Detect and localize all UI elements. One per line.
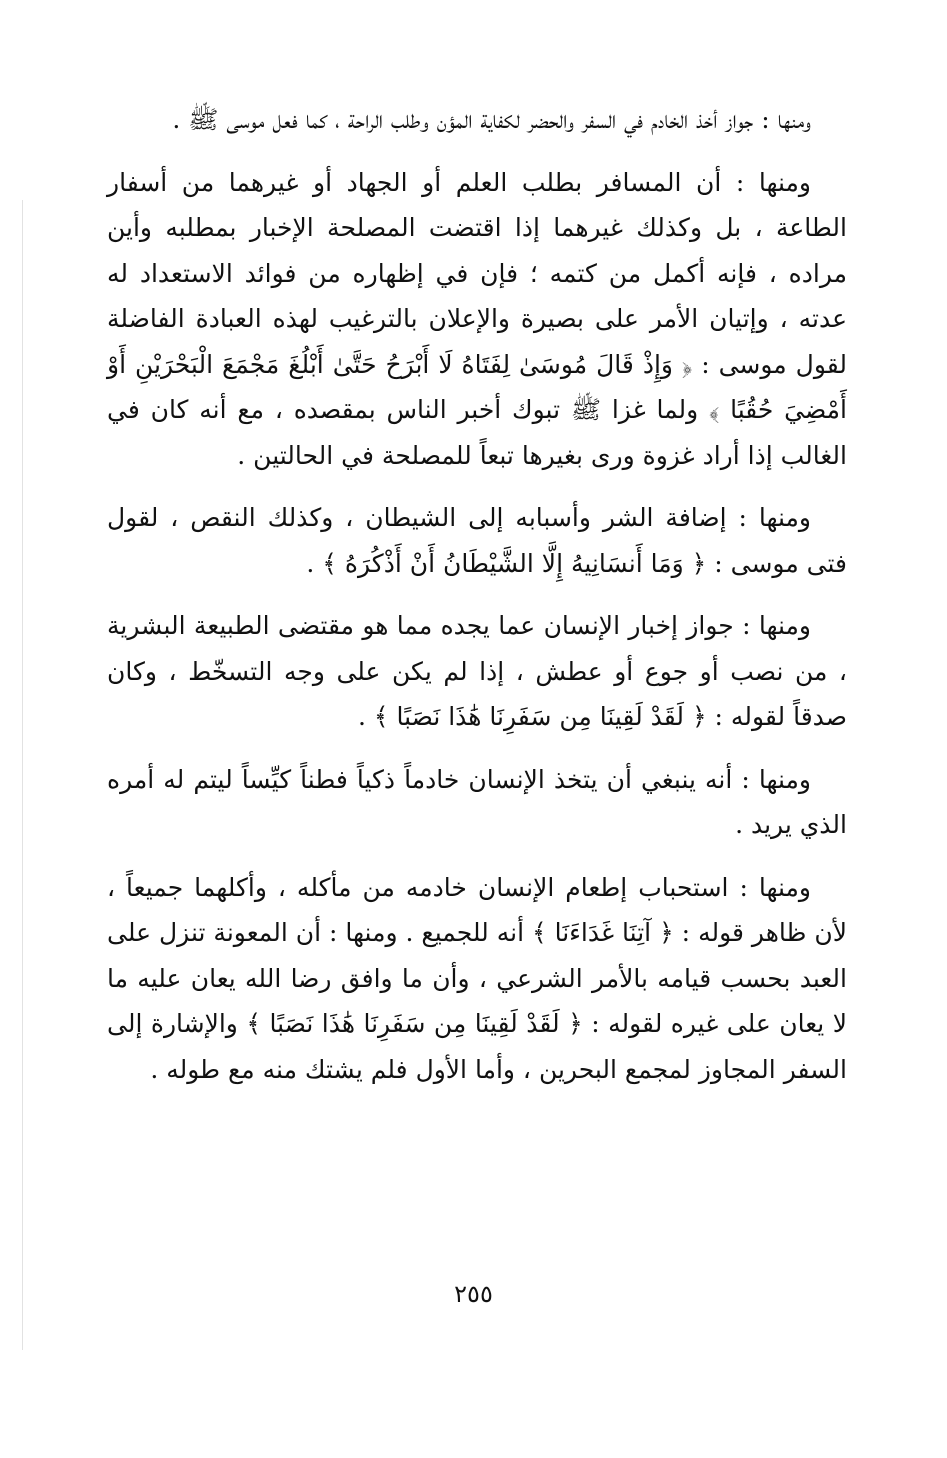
- paragraph-travel-servant: ومنها : جواز أخذ الخادم في السفر والحضر لكفاية المؤن وطلب الراحة ، كما فعل موسى ﷺ .: [172, 105, 811, 134]
- body-text: [107, 97, 847, 1109]
- paragraph-clever-servant: ومنها : أنه ينبغي أن يتخذ الإنسان خادماً ذكياً فطناً كيِّساً ليتم له أمره الذي يريد .: [107, 764, 847, 839]
- paragraph-report-fatigue: ومنها : جواز إخبار الإنسان عما يجده مما هو مقتضى الطبيعة البشرية ، من نصب أو جوع أو عطش ، إذا لم يكن على وجه التسخّط ، وكان صدقاً لقوله : ﴿ لَقَدْ لَقِينَا مِن سَفَرِنَا هَٰذَا نَصَبًا ﴾ .: [107, 611, 847, 731]
- paragraph-announce-purpose: ومنها : أن المسافر بطلب العلم أو الجهاد أو غيرهما من أسفار الطاعة ، بل وكذلك غيرهما إذا اقتضت المصلحة الإخبار بمطلبه وأين مراده ، فإنه أكمل من كتمه ؛ فإن في إظهاره من فوائد الاستعداد له عدته ، وإتيان الأمر على بصيرة والإعلان بالترغيب لهذه العبادة الفاضلة لقول موسى : ﴿ وَإِذْ قَالَ مُوسَىٰ لِفَتَاهُ لَا أَبْرَحُ حَتَّىٰ أَبْلُغَ مَجْمَعَ الْبَحْرَيْنِ أَوْ أَمْضِيَ حُقُبًا ﴾ ولما غزا ﷺ تبوك أخبر الناس بمقصده ، مع أنه كان في الغالب إذا أراد غزوة ورى بغيرها تبعاً للمصلحة في الحالتين .: [107, 167, 847, 470]
- paragraph-evil-to-satan: ومنها : إضافة الشر وأسبابه إلى الشيطان ، وكذلك النقص ، لقول فتى موسى : ﴿ وَمَا أَنسَانِيهُ إِلَّا الشَّيْطَانُ أَنْ أَذْكُرَهُ ﴾ .: [107, 503, 847, 578]
- paragraph-feed-servant: ومنها : استحباب إطعام الإنسان خادمه من مأكله ، وأكلهما جميعاً ، لأن ظاهر قوله : ﴿ آتِنَا غَدَاءَنَا ﴾ أنه للجميع . ومنها : أن المعونة تنزل على العبد بحسب قيامه بالأمر الشرعي ، وأن ما وافق رضا الله يعان عليه ما لا يعان على غيره لقوله : ﴿ لَقَدْ لَقِينَا مِن سَفَرِنَا هَٰذَا نَصَبًا ﴾ والإشارة إلى السفر المجاوز لمجمع البحرين ، وأما الأول فلم يشتك منه مع طوله .: [107, 872, 847, 1084]
- scan-edge-line: [22, 200, 23, 1350]
- page-number: ٢٥٥: [454, 1280, 493, 1308]
